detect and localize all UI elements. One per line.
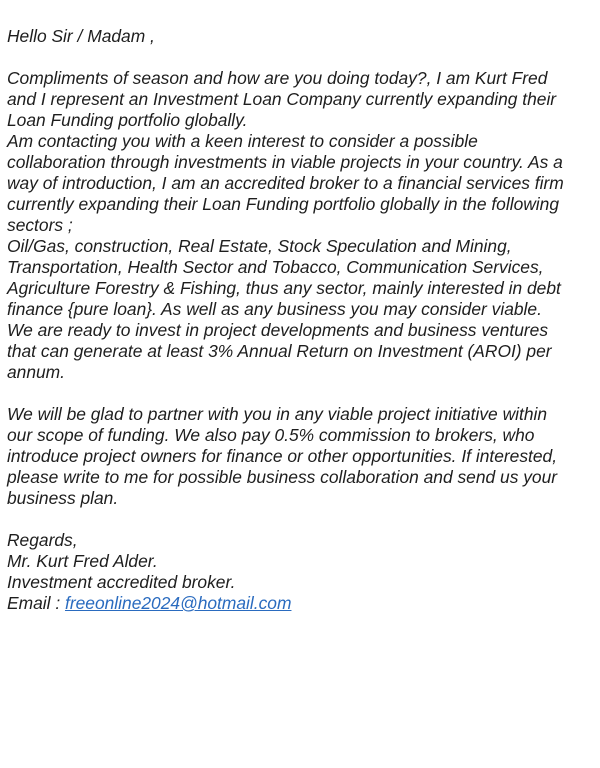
paragraph-line: business plan.	[7, 488, 119, 508]
paragraph-line: Loan Funding portfolio globally.	[7, 110, 248, 130]
paragraph-line: finance {pure loan}. As well as any business you may consider viable.	[7, 299, 542, 319]
paragraph-line: annum.	[7, 362, 66, 382]
paragraph-line: introduce project owners for finance or other opportunities. If interested,	[7, 446, 558, 466]
paragraph-line: sectors ;	[7, 215, 73, 235]
email-body	[7, 26, 592, 614]
paragraph-line: Oil/Gas, construction, Real Estate, Stock Speculation and Mining,	[7, 236, 512, 256]
paragraph-line: and I represent an Investment Loan Company currently expanding their	[7, 89, 557, 109]
signature-name: Mr. Kurt Fred Alder.	[7, 551, 158, 571]
email-link[interactable]: freeonline2024@hotmail.com	[64, 593, 292, 613]
paragraph-line: collaboration through investments in viable projects in your country. As a	[7, 152, 563, 172]
signature-email-line	[7, 593, 592, 614]
paragraph-line: please write to me for possible business collaboration and send us your	[7, 467, 558, 487]
paragraph-line: We are ready to invest in project developments and business ventures	[7, 320, 549, 340]
paragraph-line: We will be glad to partner with you in any viable project initiative within	[7, 404, 548, 424]
spacer	[7, 509, 592, 530]
paragraph-intro	[7, 68, 592, 383]
paragraph-line: Transportation, Health Sector and Tobacco, Communication Services,	[7, 257, 544, 277]
paragraph-line: our scope of funding. We also pay 0.5% commission to brokers, who	[7, 425, 535, 445]
greeting: Hello Sir / Madam ,	[7, 26, 155, 46]
paragraph-line: currently expanding their Loan Funding portfolio globally in the following	[7, 194, 560, 214]
spacer	[7, 47, 592, 68]
paragraph-line: that can generate at least 3% Annual Return on Investment (AROI) per	[7, 341, 552, 361]
paragraph-line: Compliments of season and how are you doing today?, I am Kurt Fred	[7, 68, 548, 88]
spacer	[7, 383, 592, 404]
paragraph-partnership	[7, 404, 592, 509]
paragraph-line: way of introduction, I am an accredited broker to a financial services firm	[7, 173, 564, 193]
paragraph-line: Am contacting you with a keen interest to consider a possible	[7, 131, 478, 151]
paragraph-line: Agriculture Forestry & Fishing, thus any sector, mainly interested in debt	[7, 278, 561, 298]
email-label: Email :	[7, 593, 65, 613]
signature-closing: Regards,	[7, 530, 78, 550]
signature-title: Investment accredited broker.	[7, 572, 236, 592]
signature-block	[7, 530, 592, 614]
